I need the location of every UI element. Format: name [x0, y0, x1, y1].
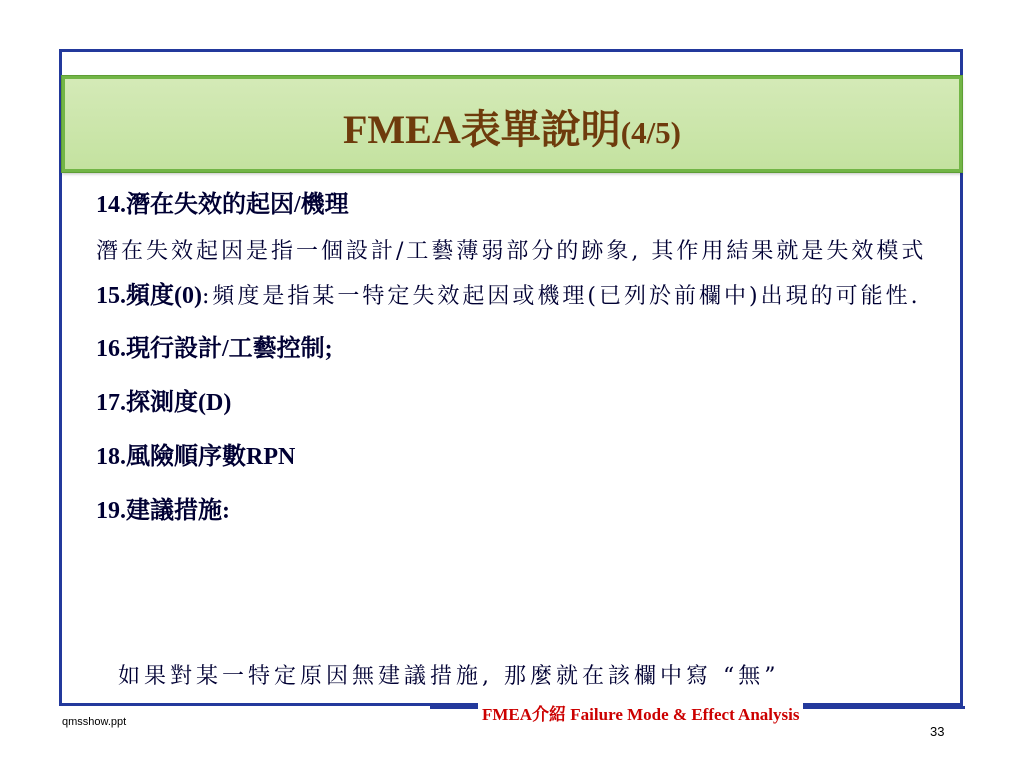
item-16-heading: 16.現行設計/工藝控制; — [96, 336, 333, 362]
title-banner — [62, 76, 962, 172]
slide-title — [343, 98, 681, 155]
slide-title-main: FMEA表單說明 — [342, 106, 621, 152]
item-19-text: 如果對某一特定原因無建議措施, 那麼就在該欄中寫 “無” — [118, 664, 780, 689]
item-18-heading: 18.風險順序數RPN — [96, 444, 296, 470]
item-14-text: 潛在失效起因是指一個設計/工藝薄弱部分的跡象, 其作用結果就是失效模式 — [96, 239, 927, 264]
item-15 — [96, 279, 964, 314]
footer-presentation-title: FMEA介紹 Failure Mode & Effect Analysis — [478, 700, 803, 725]
slide-body — [96, 186, 964, 530]
item-14-heading: 14.潛在失效的起因/機理 — [96, 192, 349, 218]
item-19-heading: 19.建議措施: — [96, 498, 230, 524]
item-15-text: :頻度是指某一特定失效起因或機理(已列於前欄中)出現的可能性. — [201, 284, 921, 309]
slide-title-suffix: (4/5) — [620, 114, 682, 150]
item-17-heading: 17.探測度(D) — [96, 390, 232, 416]
item-15-label: 15.頻度(0) — [96, 283, 202, 309]
footer-source: qmsshow.ppt — [62, 716, 127, 728]
page-number: 33 — [930, 724, 945, 739]
